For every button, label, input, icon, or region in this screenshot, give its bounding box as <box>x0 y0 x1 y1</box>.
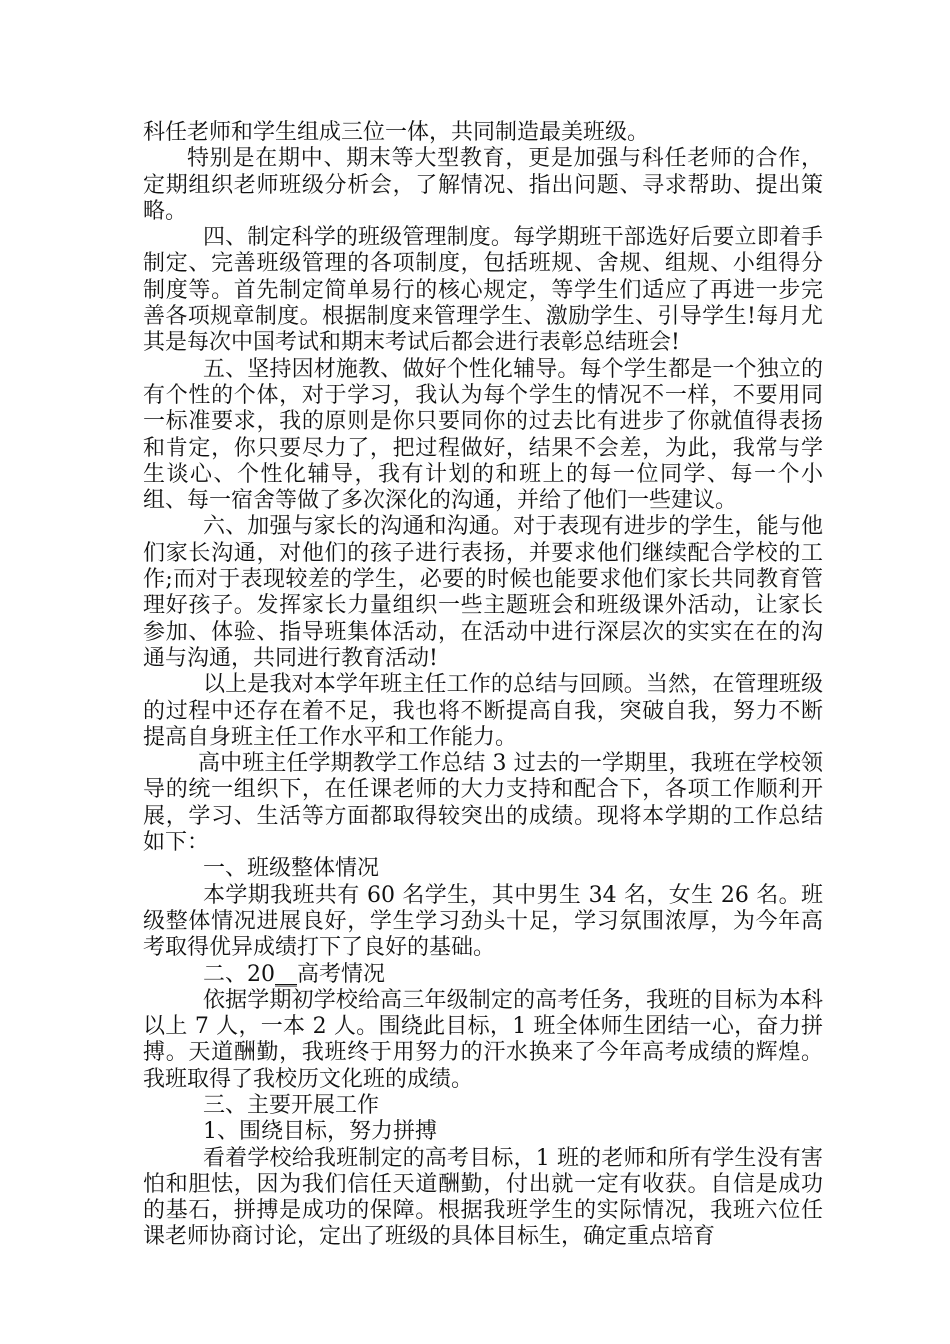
paragraph-continuation: 科任老师和学生组成三位一体，共同制造最美班级。 <box>143 120 650 145</box>
paragraph-section-4: 四、制定科学的班级管理制度。每学期班干部选好后要立即着手制定、完善班级管理的各项制度，包括班规、舍规、组规、小组得分制度等。首先制定简单易行的核心规定，等学生们适应了再进一步完善各项规章制度。根据制度来管理学生、激励学生、引导学生!每月尤其是每次中国考试和期末考试后都会进行表彰总结班会! <box>143 225 823 356</box>
document-body <box>143 120 823 1251</box>
heading-exam-status-suffix: 高考情况 <box>297 961 386 987</box>
paragraph-teacher-cooperation: 特别是在期中、期末等大型教育，更是加强与科任老师的合作，定期组织老师班级分析会，了解情况、指出问题、寻求帮助、提出策略。 <box>143 146 823 224</box>
paragraph-class-overview: 本学期我班共有 60 名学生，其中男生 34 名，女生 26 名。班级整体情况进展良好，学生学习劲头十足，学习氛围浓厚，为今年高考取得优异成绩打下了良好的基础。 <box>143 882 823 961</box>
heading-exam-status-blank: __ <box>275 961 297 987</box>
heading-exam-status-prefix: 二、20 <box>203 961 275 987</box>
paragraph-exam-status: 依据学期初学校给高三年级制定的高考任务，我班的目标为本科以上 7 人，一本 2 人。围绕此目标，1 班全体师生团结一心，奋力拼搏。天道酬勤，我班终于用努力的汗水换来了今年高考成绩的辉煌。我班取得了我校历文化班的成绩。 <box>143 987 823 1092</box>
paragraph-section-5: 五、坚持因材施教、做好个性化辅导。每个学生都是一个独立的有个性的个体，对于学习，我认为每个学生的情况不一样，不要用同一标准要求，我的原则是你只要同你的过去比有进步了你就值得表扬和肯定，你只要尽力了，把过程做好，结果不会差，为此，我常与学生谈心、个性化辅导，我有计划的和班上的每一位同学、每一个小组、每一宿舍等做了多次深化的沟通，并给了他们一些建议。 <box>143 356 823 514</box>
paragraph-target-effort: 看着学校给我班制定的高考目标，1 班的老师和所有学生没有害怕和胆怯，因为我们信任天道酬勤，付出就一定有收获。自信是成功的基石，拼搏是成功的保障。根据我班学生的实际情况，我班六位任课老师协商讨论，定出了班级的具体目标生，确定重点培育 <box>143 1145 823 1250</box>
heading-exam-status <box>143 962 823 988</box>
heading-target-effort: 1、围绕目标，努力拼搏 <box>203 1119 437 1145</box>
heading-main-work: 三、主要开展工作 <box>203 1092 380 1118</box>
paragraph-conclusion: 以上是我对本学年班主任工作的总结与回顾。当然，在管理班级的过程中还存在着不足，我也将不断提高自我，突破自我，努力不断提高自身班主任工作水平和工作能力。 <box>143 672 823 750</box>
paragraph-section-6: 六、加强与家长的沟通和沟通。对于表现有进步的学生，能与他们家长沟通，对他们的孩子进行表扬，并要求他们继续配合学校的工作;而对于表现较差的学生，必要的时候也能要求他们家长共同教育管理好孩子。发挥家长力量组织一些主题班会和班级课外活动，让家长参加、体验、指导班集体活动，在活动中进行深层次的实实在在的沟通与沟通，共同进行教育活动! <box>143 514 823 671</box>
heading-class-overview: 一、班级整体情况 <box>203 856 380 882</box>
paragraph-summary-3-intro: 高中班主任学期教学工作总结 3 过去的一学期里，我班在学校领导的统一组织下，在任课老师的大力支持和配合下，各项工作顺利开展，学习、生活等方面都取得较突出的成绩。现将本学期的工作总结如下： <box>143 751 823 856</box>
